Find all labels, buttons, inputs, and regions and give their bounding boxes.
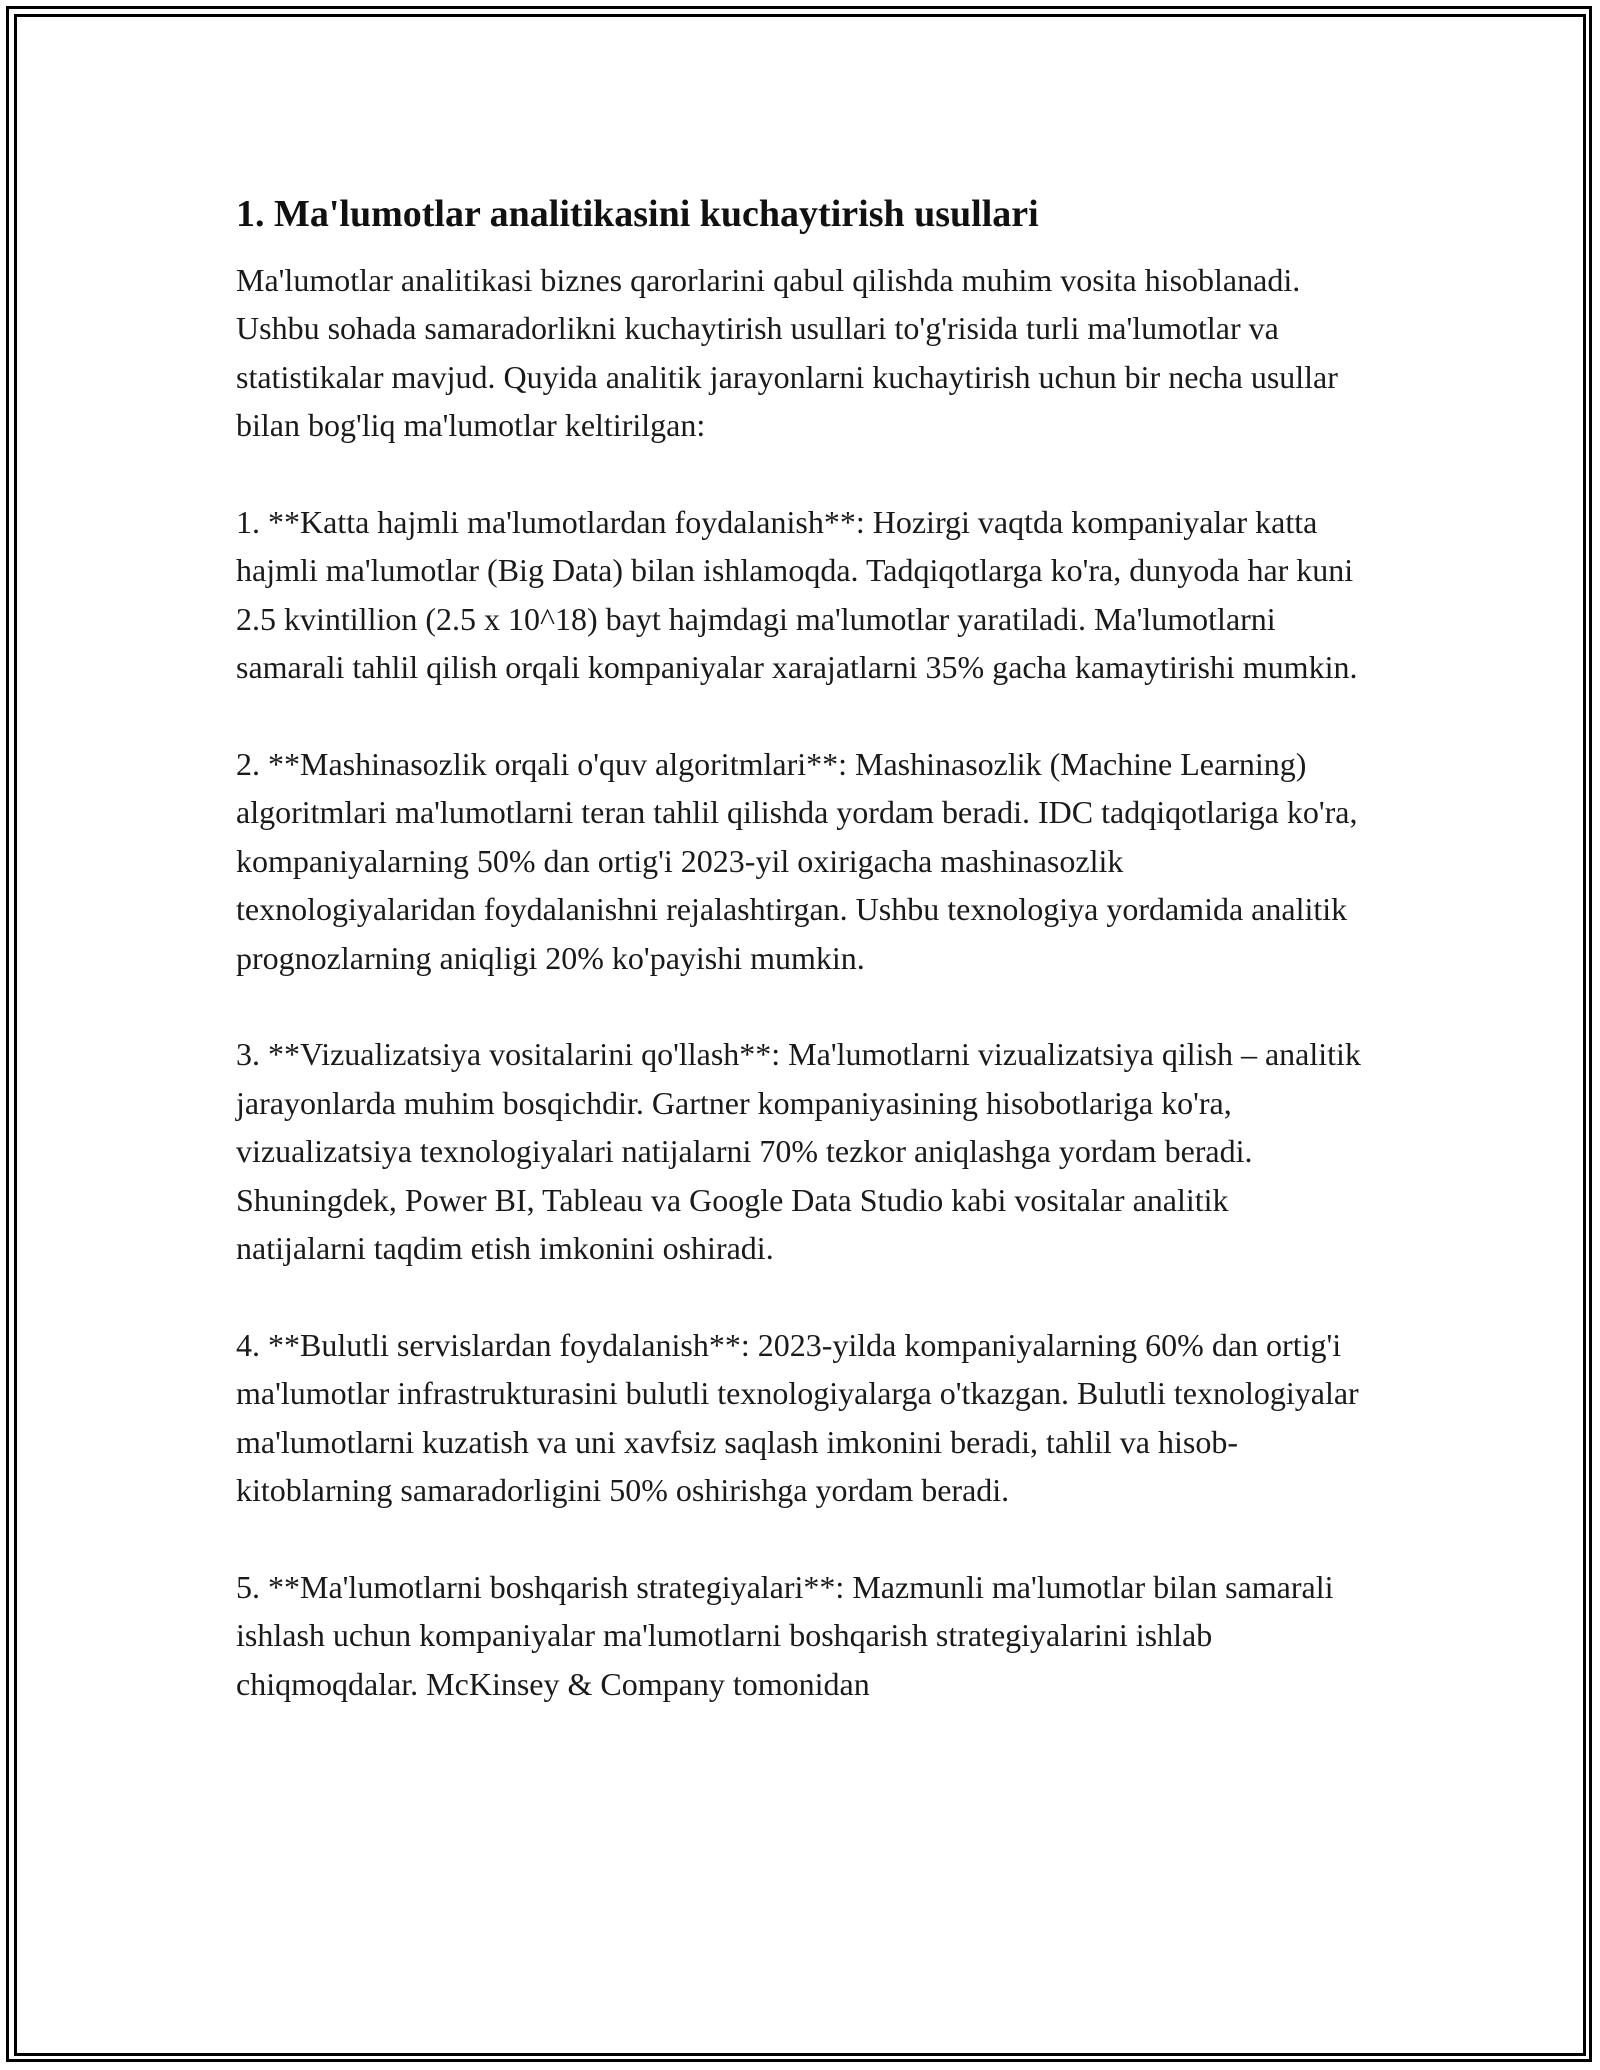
list-item-data-management: 5. **Ma'lumotlarni boshqarish strategiyalari**: Mazmunli ma'lumotlar bilan samarali ishlash uchun kompaniyalar ma'lumotlarni boshqarish strategiyalarini ishlab chiqmoqdalar. McKinsey & Company tomonidan — [236, 1568, 1334, 1702]
document-body — [236, 186, 1366, 1757]
section-heading: 1. Ma'lumotlar analitikasini kuchaytirish usullari — [236, 193, 1039, 235]
intro-paragraph: Ma'lumotlar analitikasi biznes qarorlarini qabul qilishda muhim vosita hisoblanadi. Ushbu sohada samaradorlikni kuchaytirish usullari to'g'risida turli ma'lumotlar va statistikalar mavjud. Quyida analitik jarayonlarni kuchaytirish uchun bir necha usullar bilan bog'liq ma'lumotlar keltirilgan: — [236, 262, 1338, 444]
list-item-visualization: 3. **Vizualizatsiya vositalarini qo'llash**: Ma'lumotlarni vizualizatsiya qilish – analitik jarayonlarda muhim bosqichdir. Gartner kompaniyasining hisobotlariga ko'ra, vizualizatsiya texnologiyalari natijalarni 70% tezkor aniqlashga yordam beradi. Shuningdek, Power BI, Tableau va Google Data Studio kabi vositalar analitik natijalarni taqdim etish imkonini oshiradi. — [236, 1036, 1361, 1267]
list-item-cloud-services: 4. **Bulutli servislardan foydalanish**: 2023-yilda kompaniyalarning 60% dan ortig'i ma'lumotlar infrastrukturasini bulutli texnologiyalarga o'tkazgan. Bulutli texnologiyalar ma'lumotlarni kuzatish va uni xavfsiz saqlash imkonini beradi, tahlil va hisob-kitoblarning samaradorligini 50% oshirishga yordam beradi. — [236, 1326, 1359, 1509]
list-item-big-data: 1. **Katta hajmli ma'lumotlardan foydalanish**: Hozirgi vaqtda kompaniyalar katta hajmli ma'lumotlar (Big Data) bilan ishlamoqda. Tadqiqotlarga ko'ra, dunyoda har kuni 2.5 kvintillion (2.5 x 10^18) bayt hajmdagi ma'lumotlar yaratiladi. Ma'lumotlarni samarali tahlil qilish orqali kompaniyalar xarajatlarni 35% gacha kamaytirishi mumkin. — [236, 504, 1358, 686]
list-item-machine-learning: 2. **Mashinasozlik orqali o'quv algoritmlari**: Mashinasozlik (Machine Learning) algoritmlari ma'lumotlarni teran tahlil qilishda yordam beradi. IDC tadqiqotlariga ko'ra, kompaniyalarning 50% dan ortig'i 2023-yil oxirigacha mashinasozlik texnologiyalaridan foydalanishni rejalashtirgan. Ushbu texnologiya yordamida analitik prognozlarning aniqligi 20% ko'payishi mumkin. — [236, 746, 1358, 976]
